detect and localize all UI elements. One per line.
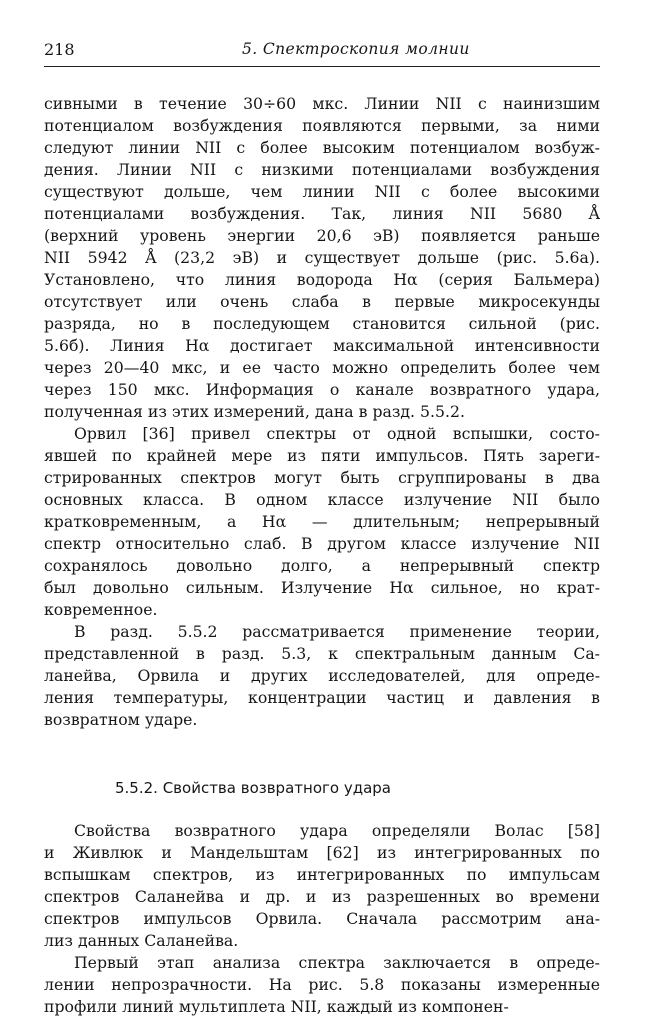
text-line: кратковременным, а Hα — длительным; непрерывный <box>44 512 600 531</box>
text-line: стрированных спектров могут быть сгруппированы в два <box>44 468 600 487</box>
text-line: ковременное. <box>44 600 158 619</box>
text-line: основных класса. В одном классе излучение NII было <box>44 490 600 509</box>
text-line: существуют дольше, чем линии NII с более высокими <box>44 182 600 201</box>
text-line: потенциалом возбуждения появляются первыми, за ними <box>44 116 600 135</box>
section-heading: 5.5.2. Свойства возвратного удара <box>115 779 391 797</box>
text-line: спектров импульсов Орвила. Сначала рассмотрим ана- <box>44 909 600 928</box>
main-text <box>44 93 600 1018</box>
paragraph <box>44 952 600 1018</box>
running-title: 5. Спектроскопия молнии <box>242 40 470 58</box>
text-line: через 20—40 мкс, и ее часто можно определить более чем <box>44 358 600 377</box>
text-line: Орвил [36] привел спектры от одной вспышки, состо- <box>74 424 600 443</box>
paragraph-group-section <box>44 820 600 1018</box>
text-line: спектров Саланейва и др. и из разрешенных во времени <box>44 887 600 906</box>
text-line: полученная из этих измерений, дана в разд. 5.5.2. <box>44 402 465 421</box>
text-line: В разд. 5.5.2 рассматривается применение теории, <box>74 622 600 641</box>
text-line: профили линий мультиплета NII, каждый из компонен- <box>44 997 509 1016</box>
paragraph-group-top <box>44 93 600 731</box>
text-line: NII 5942 Å (23,2 эВ) и существует дольше (рис. 5.6а). <box>44 248 600 267</box>
text-line: Установлено, что линия водорода Hα (серия Бальмера) <box>44 270 600 289</box>
text-line: следуют линии NII с более высоким потенциалом возбуж- <box>44 138 600 157</box>
text-line: Свойства возвратного удара определяли Волас [58] <box>74 821 600 840</box>
paragraph <box>44 93 600 423</box>
text-line: потенциалами возбуждения. Так, линия NII 5680 Å <box>44 204 600 223</box>
text-line: представленной в разд. 5.3, к спектральным данным Са- <box>44 644 600 663</box>
text-line: ланейва, Орвила и других исследователей, для опреде- <box>44 666 600 685</box>
text-line: был довольно сильным. Излучение Hα сильное, но крат- <box>44 578 600 597</box>
text-line: явшей по крайней мере из пяти импульсов. Пять зареги- <box>44 446 600 465</box>
text-line: лении непрозрачности. На рис. 5.8 показаны измеренные <box>44 975 600 994</box>
text-line: дения. Линии NII с низкими потенциалами возбуждения <box>44 160 600 179</box>
section-spacer <box>44 731 600 777</box>
paragraph <box>44 621 600 731</box>
text-line: возвратном ударе. <box>44 710 198 729</box>
paragraph <box>44 820 600 952</box>
text-line: ления температуры, концентрации частиц и давления в <box>44 688 600 707</box>
text-line: сивными в течение 30÷60 мкс. Линии NII с наинизшим <box>44 94 600 113</box>
text-line: вспышкам спектров, из интегрированных по импульсам <box>44 865 600 884</box>
text-line: 5.6б). Линия Hα достигает максимальной интенсивности <box>44 336 600 355</box>
text-line: лиз данных Саланейва. <box>44 931 239 950</box>
text-line: сохранялось довольно долго, а непрерывный спектр <box>44 556 600 575</box>
text-line: (верхний уровень энергии 20,6 эВ) появляется раньше <box>44 226 600 245</box>
text-line: и Живлюк и Мандельштам [62] из интегрированных по <box>44 843 600 862</box>
page-header <box>44 36 600 67</box>
text-line: спектр относительно слаб. В другом классе излучение NII <box>44 534 600 553</box>
heading-spacer <box>44 799 600 820</box>
text-line: разряда, но в последующем становится сильной (рис. <box>44 314 600 333</box>
text-line: отсутствует или очень слаба в первые микросекунды <box>44 292 600 311</box>
text-line: через 150 мкс. Информация о канале возвратного удара, <box>44 380 600 399</box>
text-line: Первый этап анализа спектра заключается в опреде- <box>74 953 600 972</box>
page-number: 218 <box>44 40 75 59</box>
paragraph <box>44 423 600 621</box>
